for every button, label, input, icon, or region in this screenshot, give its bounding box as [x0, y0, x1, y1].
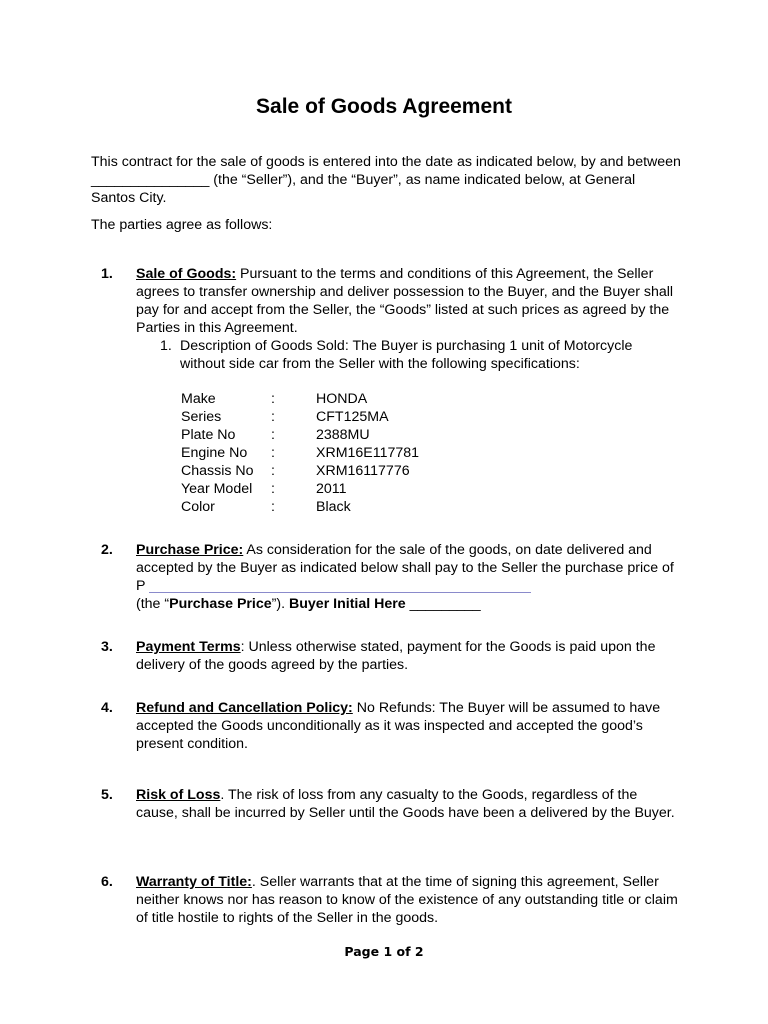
spec-value: 2011 [316, 481, 347, 497]
spec-key: Plate No [181, 427, 236, 443]
spec-row [181, 390, 419, 408]
page-number: Page 1 of 2 [344, 944, 424, 959]
spec-row [181, 408, 419, 426]
clause-body [136, 638, 681, 674]
spec-row [181, 498, 419, 516]
purchase-price-prefix: (the “ [136, 596, 170, 612]
clause-text: As consideration for the sale of the goods, on date delivered and accepted by the Buyer as indicated below shall pay to the Seller the purchase price of P [136, 542, 674, 594]
spec-table [181, 390, 419, 516]
clause-text: Unless otherwise stated, payment for the Goods is paid upon the delivery of the goods agreed by the parties. [136, 639, 656, 673]
clause-number: 6. [101, 874, 113, 890]
spec-key: Engine No [181, 445, 248, 461]
spec-value: 2388MU [316, 427, 370, 443]
spec-separator: : [271, 481, 275, 497]
spec-separator: : [271, 409, 275, 425]
spec-value: HONDA [316, 391, 368, 407]
spec-row [181, 480, 419, 498]
spec-value: Black [316, 499, 351, 515]
sub-clause-text: Description of Goods Sold: The Buyer is purchasing 1 unit of Motorcycle without side car from the Seller with the following specifications: [180, 338, 633, 372]
spec-key: Chassis No [181, 463, 254, 479]
spec-key: Year Model [181, 481, 253, 497]
clause-text: . The risk of loss from any casualty to the Goods, regardless of the cause, shall be incurred by Seller until the Goods have been a delivered by the Buyer. [136, 787, 675, 821]
spec-separator: : [271, 391, 275, 407]
clause-text: Pursuant to the terms and conditions of this Agreement, the Seller agrees to transfer ownership and deliver possession to the Buyer, and the Buyer shall pay for and accept from the Seller, the “Goods” listed at such prices as agreed by the Parties in this Agreement. [136, 266, 674, 336]
buyer-initial-label: Buyer Initial Here [289, 596, 406, 612]
clause-colon: : [240, 639, 245, 655]
spec-key: Color [181, 499, 215, 515]
purchase-price-suffix: ”). [271, 596, 289, 612]
spec-separator: : [271, 463, 275, 479]
clause-heading: Sale of Goods: [136, 266, 237, 282]
sub-clause-number: 1. [160, 338, 172, 354]
spec-value: XRM16E117781 [316, 445, 420, 461]
spec-row [181, 462, 419, 480]
spec-key: Series [181, 409, 222, 425]
buyer-initial-blank[interactable]: _________ [405, 596, 481, 612]
spec-row [181, 426, 419, 444]
clause-body [136, 786, 681, 822]
clause-text: . Seller warrants that at the time of signing this agreement, Seller neither knows nor has reason to know of the existence of any outstanding title or claim of title hostile to rights of the Seller in the goods. [136, 874, 678, 926]
spec-separator: : [271, 499, 275, 515]
clause-number: 1. [101, 266, 113, 282]
spec-key: Make [181, 391, 216, 407]
spec-value: CFT125MA [316, 409, 389, 425]
spec-separator: : [271, 445, 275, 461]
clause-heading: Warranty of Title: [136, 874, 252, 890]
spec-row [181, 444, 419, 462]
document-title: Sale of Goods Agreement [256, 95, 512, 118]
spec-separator: : [271, 427, 275, 443]
clause-number: 5. [101, 787, 113, 803]
clause-number: 4. [101, 700, 113, 716]
clause-body [136, 265, 681, 337]
purchase-price-label: Purchase Price [169, 596, 272, 612]
clause-number: 3. [101, 639, 113, 655]
clause-number: 2. [101, 542, 113, 558]
price-blank-line[interactable] [149, 578, 531, 593]
clause-heading: Risk of Loss [136, 787, 221, 803]
intro-paragraph: This contract for the sale of goods is entered into the date as indicated below, by and between _______________ (the “Seller”), and the “Buyer”, as name indicated below, at General Santos City. [91, 154, 681, 206]
spec-value: XRM16117776 [316, 463, 410, 479]
clause-heading: Payment Terms [136, 639, 241, 655]
clause-heading: Refund and Cancellation Policy: [136, 700, 353, 716]
clause-body [136, 873, 681, 927]
clause-body [136, 699, 681, 753]
clause-text: No Refunds: The Buyer will be assumed to have accepted the Goods unconditionally as it was inspected and accepted the good’s present condition. [136, 700, 661, 752]
parties-line: The parties agree as follows: [91, 217, 273, 233]
clause-heading: Purchase Price: [136, 542, 244, 558]
clause-body [136, 541, 681, 613]
